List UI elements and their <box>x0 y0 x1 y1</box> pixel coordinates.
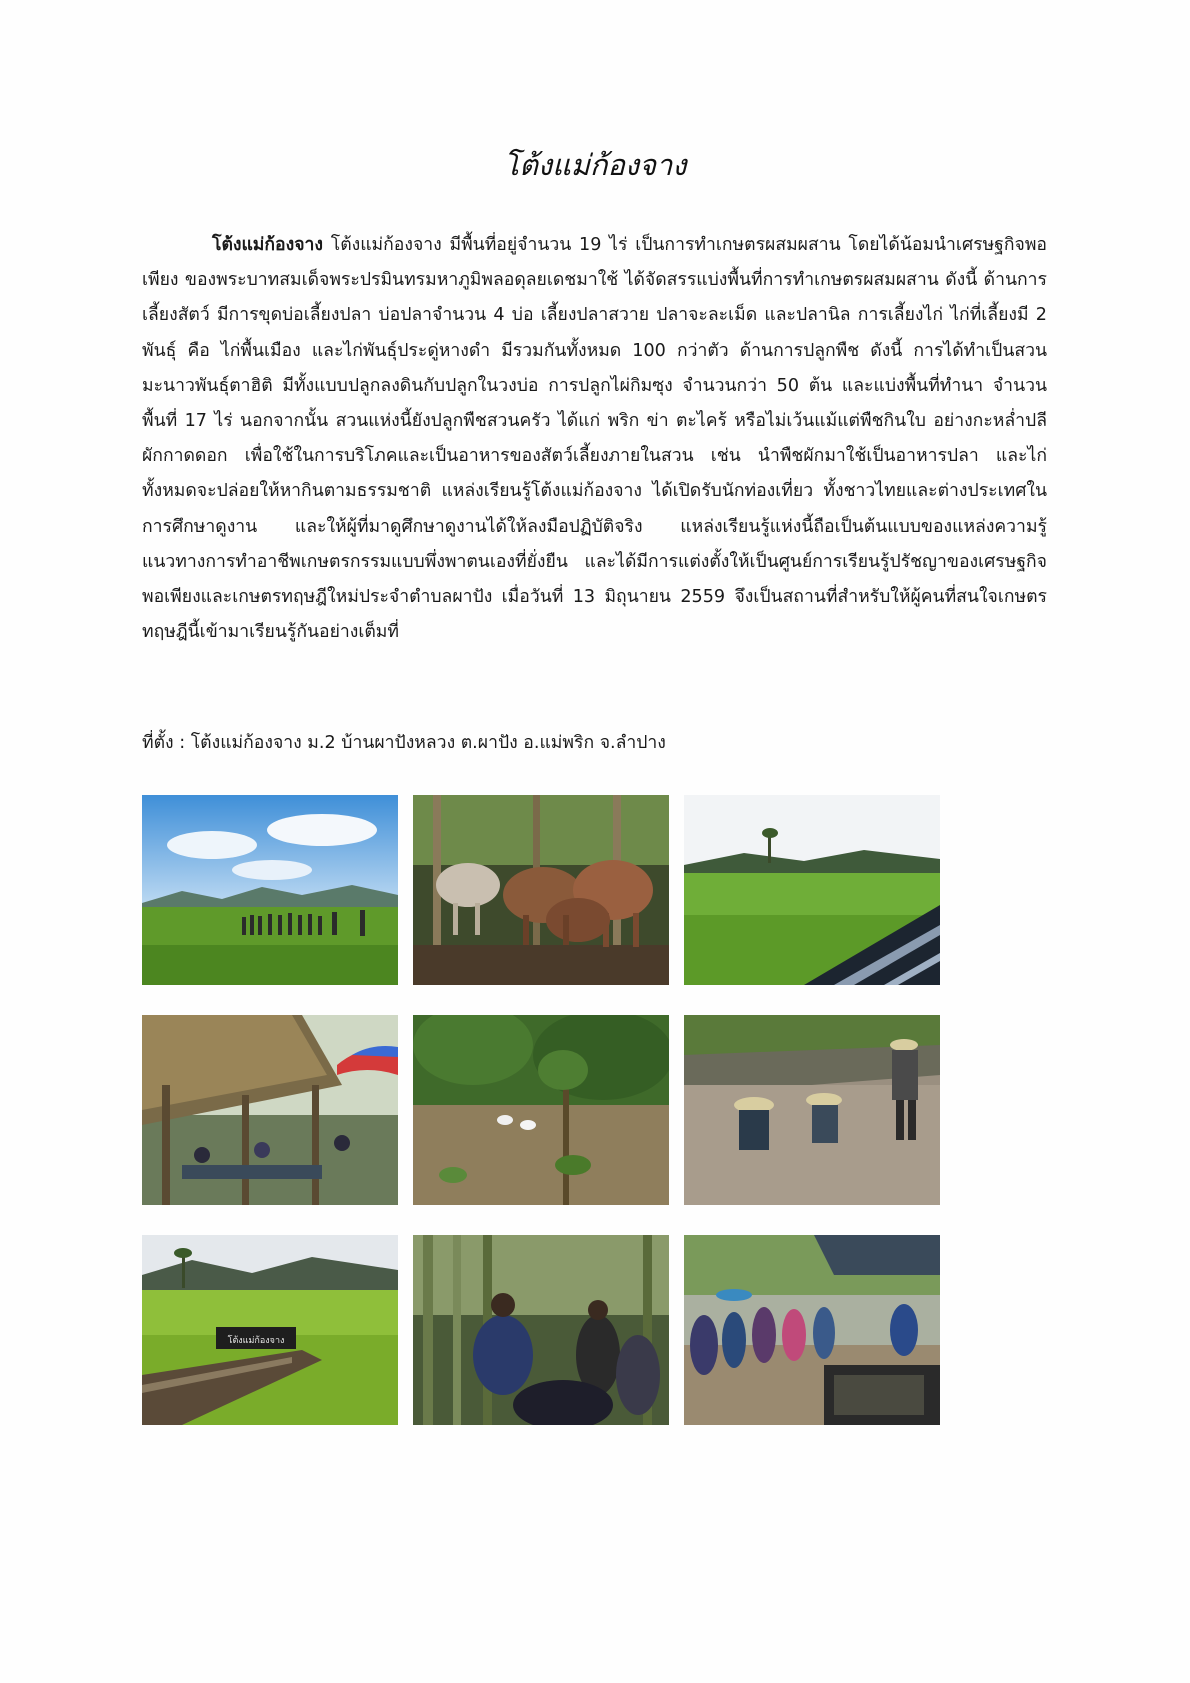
body-paragraph <box>142 228 1047 650</box>
photo-group-in-rice-field <box>142 795 398 985</box>
garden-sign: โต้งแม่ก้องจาง <box>227 1336 285 1346</box>
photo-visitors-at-shed <box>684 1235 940 1425</box>
photo-thatched-pavilion <box>142 1015 398 1205</box>
body-text: โต้งแม่ก้องจาง มีพื้นที่อยู่จำนวน 19 ไร่ เป็นการทำเกษตรผสมผสาน โดยได้น้อมนำเศรษฐกิจพอเพียง ของพระบาทสมเด็จพระปรมินทรมหาภูมิพลอดุลยเดชมาใช้ ได้จัดสรรแบ่งพื้นที่การทำเกษตรผสมผสาน ดังนี้ ด้านการเลี้ยงสัตว์ มีการขุดบ่อเลี้ยงปลา บ่อปลาจำนวน 4 บ่อ เลี้ยงปลาสวาย ปลาจะละเม็ด และปลานิล การเลี้ยงไก่ ไก่ที่เลี้ยงมี 2 พันธุ์ คือ ไก่พื้นเมือง และไก่พันธุ์ประดู่หางดำ มีรวมกันทั้งหมด 100 กว่าตัว ด้านการปลูกพืช ดังนี้ การได้ทำเป็นสวนมะนาวพันธุ์ตาฮิติ มีทั้งแบบปลูกลงดินกับปลูกในวงบ่อ การปลูกไผ่กิมซุง จำนวนกว่า 50 ต้น และแบ่งพื้นที่ทำนา จำนวนพื้นที่ 17 ไร่ นอกจากนั้น สวนแห่งนี้ยังปลูกพืชสวนครัว ได้แก่ พริก ข่า ตะไคร้ หรือไม่เว้นแม้แต่พืชกินใบ อย่างกะหล่ำปลี ผักกาดดอก เพื่อใช้ในการบริโภคและเป็นอาหารของสัตว์เลี้ยงภายในสวน เช่น นำพืชผักมาใช้เป็นอาหารปลา และไก่ทั้งหมดจะปล่อยให้หากินตามธรรมชาติ แหล่งเรียนรู้โต้งแม่ก้องจาง ได้เปิดรับนักท่องเที่ยว ทั้งชาวไทยและต่างประเทศในการศึกษาดูงาน และให้ผู้ที่มาดูศึกษาดูงานได้ให้ลงมือปฏิบัติจริง แหล่งเรียนรู้แห่งนี้ถือเป็นต้นแบบของแหล่งความรู้ แนวทางการทำอาชีพเกษตรกรรมแบบพึ่งพาตนเองที่ยั่งยืน และได้มีการแต่งตั้งให้เป็นศูนย์การเรียนรู้ปรัชญาของเศรษฐกิจพอเพียงและเกษตรทฤษฎีใหม่ประจำตำบลผาปัง เมื่อวันที่ 13 มิถุนายน 2559 จึงเป็นสถานที่สำหรับให้ผู้คนที่สนใจเกษตรทฤษฎีนี้เข้ามาเรียนรู้กันอย่างเต็มที่ <box>142 235 1047 643</box>
document-title: โต้งแม่ก้องจาง <box>503 148 687 182</box>
photo-geese-in-garden <box>413 1015 669 1205</box>
photo-rice-planting <box>684 1015 940 1205</box>
photo-rice-field-solar <box>684 795 940 985</box>
photo-field-with-sign <box>142 1235 398 1425</box>
photo-bamboo-grove-visitors <box>413 1235 669 1425</box>
location-line: ที่ตั้ง : โต้งแม่ก้องจาง ม.2 บ้านผาปังหลวง ต.ผาปัง อ.แม่พริก จ.ลำปาง <box>142 733 666 753</box>
lead-term: โต้งแม่ก้องจาง <box>212 235 323 255</box>
photo-cattle-shelter <box>413 795 669 985</box>
